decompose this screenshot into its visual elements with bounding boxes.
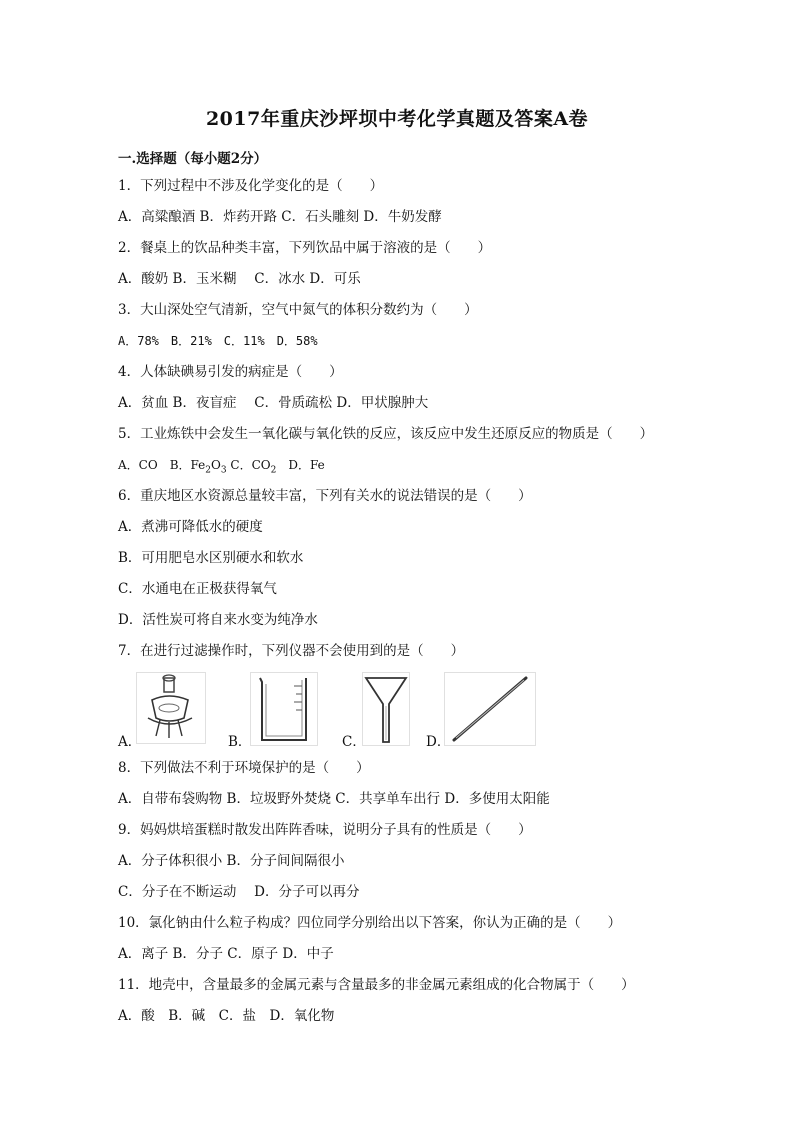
question-9-options-ab: A．分子体积很小 B．分子间间隔很小 [118, 853, 345, 869]
question-3: 3．大山深处空气清新，空气中氮气的体积分数约为（ ） [118, 302, 478, 318]
question-9: 9．妈妈烘培蛋糕时散发出阵阵香味，说明分子具有的性质是（ ） [118, 822, 532, 838]
q7-option-a-label: A． [118, 734, 142, 750]
q5-option-c-sub: 2 [270, 465, 277, 476]
beaker-icon [250, 672, 318, 746]
q5-option-b-sub2: 3 [220, 465, 227, 476]
q5-option-d: D．Fe [276, 458, 325, 472]
q5-option-b: B．Fe [169, 458, 206, 472]
question-9-options-cd: C．分子在不断运动 D．分子可以再分 [118, 884, 360, 900]
question-1-options: A．高粱酿酒 B．炸药开路 C．石头雕刻 D．牛奶发酵 [118, 209, 442, 225]
q7-option-c-label: C． [342, 734, 366, 750]
question-8-options: A．自带布袋购物 B．垃圾野外焚烧 C．共享单车出行 D．多使用太阳能 [118, 791, 550, 807]
question-10: 10．氯化钠由什么粒子构成？四位同学分别给出以下答案，你认为正确的是（ ） [118, 915, 622, 931]
alcohol-lamp-icon [136, 672, 206, 744]
question-11-options: A．酸 B．碱 C．盐 D．氧化物 [118, 1008, 335, 1024]
question-8: 8．下列做法不利于环境保护的是（ ） [118, 760, 370, 776]
glass-rod-icon [444, 672, 536, 746]
q7-option-d [426, 672, 536, 748]
question-7: 7．在进行过滤操作时，下列仪器不会使用到的是（ ） [118, 643, 465, 659]
question-6-option-c: C．水通电在正极获得氧气 [118, 581, 277, 597]
page-title: 2017年重庆沙坪坝中考化学真题及答案A卷 [205, 108, 589, 130]
question-4: 4．人体缺碘易引发的病症是（ ） [118, 364, 343, 380]
question-3-options: A．78% B．21% C．11% D．58% [118, 334, 318, 348]
question-4-options: A．贫血 B．夜盲症 C．骨质疏松 D．甲状腺肿大 [118, 395, 429, 411]
q7-option-b-label: B． [228, 734, 252, 750]
q5-option-b-o: O [211, 458, 221, 472]
q7-option-b [228, 672, 323, 748]
funnel-icon [362, 672, 410, 746]
question-11: 11．地壳中，含量最多的金属元素与含量最多的非金属元素组成的化合物属于（ ） [118, 977, 635, 993]
q5-option-a: A．CO [118, 458, 170, 472]
question-10-options: A．离子 B．分子 C．原子 D．中子 [118, 946, 334, 962]
question-6-option-d: D．活性炭可将自来水变为纯净水 [118, 612, 318, 628]
question-6-option-b: B．可用肥皂水区别硬水和软水 [118, 550, 304, 566]
question-1: 1．下列过程中不涉及化学变化的是（ ） [118, 178, 384, 194]
q5-option-c: C．CO [226, 458, 271, 472]
question-2: 2．餐桌上的饮品种类丰富，下列饮品中属于溶液的是（ ） [118, 240, 492, 256]
q5-option-b-sub1: 2 [205, 465, 212, 476]
question-6: 6．重庆地区水资源总量较丰富，下列有关水的说法错误的是（ ） [118, 488, 532, 504]
question-7-images [118, 672, 538, 752]
question-6-option-a: A．煮沸可降低水的硬度 [118, 519, 263, 535]
section-heading: 一.选择题（每小题2分） [118, 151, 268, 167]
q7-option-a [118, 672, 208, 748]
q7-option-c [342, 672, 417, 748]
q7-option-d-label: D． [426, 734, 451, 750]
question-5: 5．工业炼铁中会发生一氧化碳与氧化铁的反应，该反应中发生还原反应的物质是（ ） [118, 426, 654, 442]
question-2-options: A．酸奶 B．玉米糊 C．冰水 D．可乐 [118, 271, 361, 287]
question-5-options [118, 456, 325, 479]
